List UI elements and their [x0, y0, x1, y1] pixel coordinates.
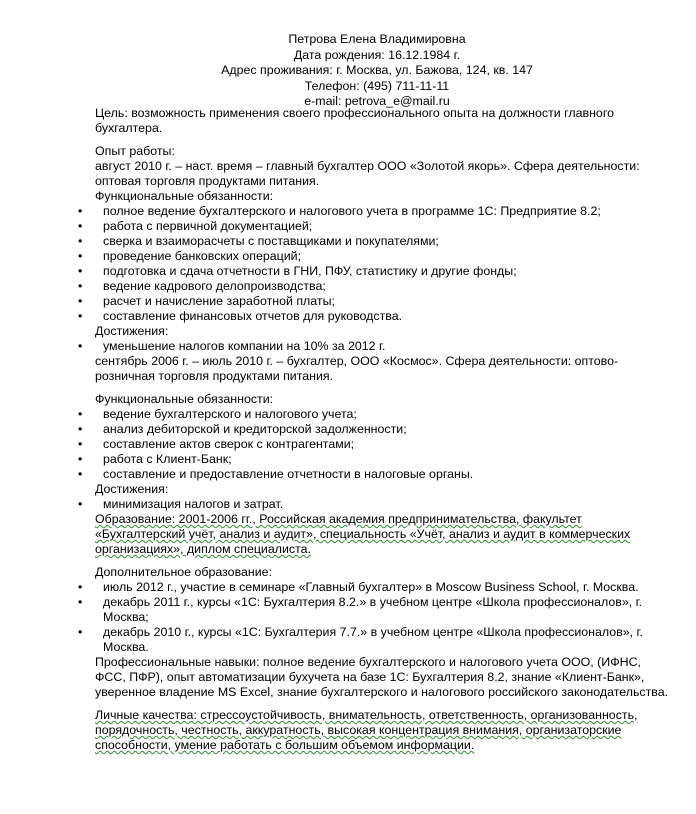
list-item: • сверка и взаиморасчеты с поставщиками и покупателями;	[78, 234, 439, 248]
list-item: • работа с Клиент-Банк;	[78, 452, 232, 466]
address: Адрес проживания: г. Москва, ул. Бажова, 124, кв. 147	[221, 63, 533, 77]
list-item: • полное ведение бухгалтерского и налогового учета в программе 1С: Предприятие 8.2;	[78, 204, 601, 218]
bullet: •	[78, 497, 83, 511]
list-item: • составление и предоставление отчетности в налоговые органы.	[78, 467, 474, 481]
bullet: •	[78, 249, 83, 263]
resume-header	[0, 32, 696, 110]
bullet: •	[78, 339, 83, 353]
job2-achievements-heading: Достижения:	[95, 482, 169, 496]
objective: Цель: возможность применения своего профессионального опыта на должности главного бухгалтера.	[95, 106, 614, 135]
bullet: •	[78, 264, 83, 278]
bullet: •	[78, 279, 83, 293]
resume-body	[78, 106, 670, 753]
list-item: • работа с первичной документацией;	[78, 219, 313, 233]
list-item: • ведение бухгалтерского и налогового учета;	[78, 407, 357, 421]
birth-date: Дата рождения: 16.12.1984 г.	[293, 47, 461, 62]
phone: Телефон: (495) 711-11-11	[304, 78, 450, 93]
bullet: •	[78, 407, 83, 421]
bullet: •	[78, 219, 83, 233]
job1-title: август 2010 г. – наст. время – главный бухгалтер ООО «Золотой якорь». Сфера деятельности: оптовая торговля продуктами питания.	[95, 159, 640, 188]
list-item: • составление актов сверок с контрагентами;	[78, 437, 355, 451]
job1-duties-heading: Функциональные обязанности:	[95, 189, 274, 203]
bullet: •	[78, 467, 83, 481]
bullet: •	[78, 452, 83, 466]
job2-duties-heading: Функциональные обязанности:	[95, 392, 274, 406]
list-item: • минимизация налогов и затрат.	[78, 497, 284, 511]
bullet: •	[78, 625, 83, 639]
bullet: •	[78, 294, 83, 308]
education: Образование: 2001-2006 гг., Российская академия предпринимательства, факультет «Бухгалтерский учёт, анализ и аудит», специальность «Учёт, анализ и аудит в коммерческих организациях», диплом специалиста.	[95, 512, 631, 556]
list-item: • уменьшение налогов компании на 10% за 2012 г.	[78, 339, 386, 353]
additional-education-list	[78, 580, 670, 655]
full-name: Петрова Елена Владимировна	[288, 32, 466, 46]
list-item: • ведение кадрового делопроизводства;	[78, 279, 326, 293]
personal-qualities: Личные качества: стрессоустойчивость, внимательность, ответственность, организованность, порядочность, честность, аккуратность, высокая концентрация внимания, организаторские способности, умение работать с большим объемом информации.	[95, 708, 638, 752]
job1-achievements-heading: Достижения:	[95, 324, 169, 338]
bullet: •	[78, 234, 83, 248]
list-item: • расчет и начисление заработной платы;	[78, 294, 335, 308]
additional-education-heading: Дополнительное образование:	[95, 565, 273, 579]
list-item: • составление финансовых отчетов для руководства.	[78, 309, 403, 323]
list-item: • декабрь 2011 г., курсы «1С: Бухгалтерия 8.2.» в учебном центре «Школа профессионалов», г. Москва;	[78, 595, 643, 624]
list-item: • декабрь 2010 г., курсы «1С: Бухгалтерия 7.7.» в учебном центре «Школа профессионалов», г. Москва.	[78, 625, 643, 654]
email: e-mail: petrova_e@mail.ru	[304, 94, 450, 108]
bullet: •	[78, 580, 83, 594]
list-item: • проведение банковских операций;	[78, 249, 302, 263]
job2-duties-list	[78, 407, 670, 482]
job1-achievements-list	[78, 339, 670, 354]
bullet: •	[78, 309, 83, 323]
list-item: • анализ дебиторской и кредиторской задолженности;	[78, 422, 407, 436]
bullet: •	[78, 204, 83, 218]
list-item: • июль 2012 г., участие в семинаре «Главный бухгалтер» в Moscow Business School, г. Москва.	[78, 580, 639, 594]
experience-heading: Опыт работы:	[95, 144, 175, 158]
bullet: •	[78, 422, 83, 436]
job2-achievements-list	[78, 497, 670, 512]
job1-duties-list	[78, 204, 670, 324]
bullet: •	[78, 595, 83, 609]
bullet: •	[78, 437, 83, 451]
list-item: • подготовка и сдача отчетности в ГНИ, ПФУ, статистику и другие фонды;	[78, 264, 517, 278]
professional-skills: Профессиональные навыки: полное ведение бухгалтерского и налогового учета ООО, (ИФНС, ФСС, ПФР), опыт автоматизации бухучета на базе 1С: Бухгалтерия 8.2, знание «Клиент-Банк», уверенное владение MS Excel, знание бухгалтерского и налогового российского законодательства.	[95, 655, 669, 699]
job2-title: сентябрь 2006 г. – июль 2010 г. – бухгалтер, ООО «Космос». Сфера деятельности: оптово-розничная торговля продуктами питания.	[95, 354, 619, 383]
